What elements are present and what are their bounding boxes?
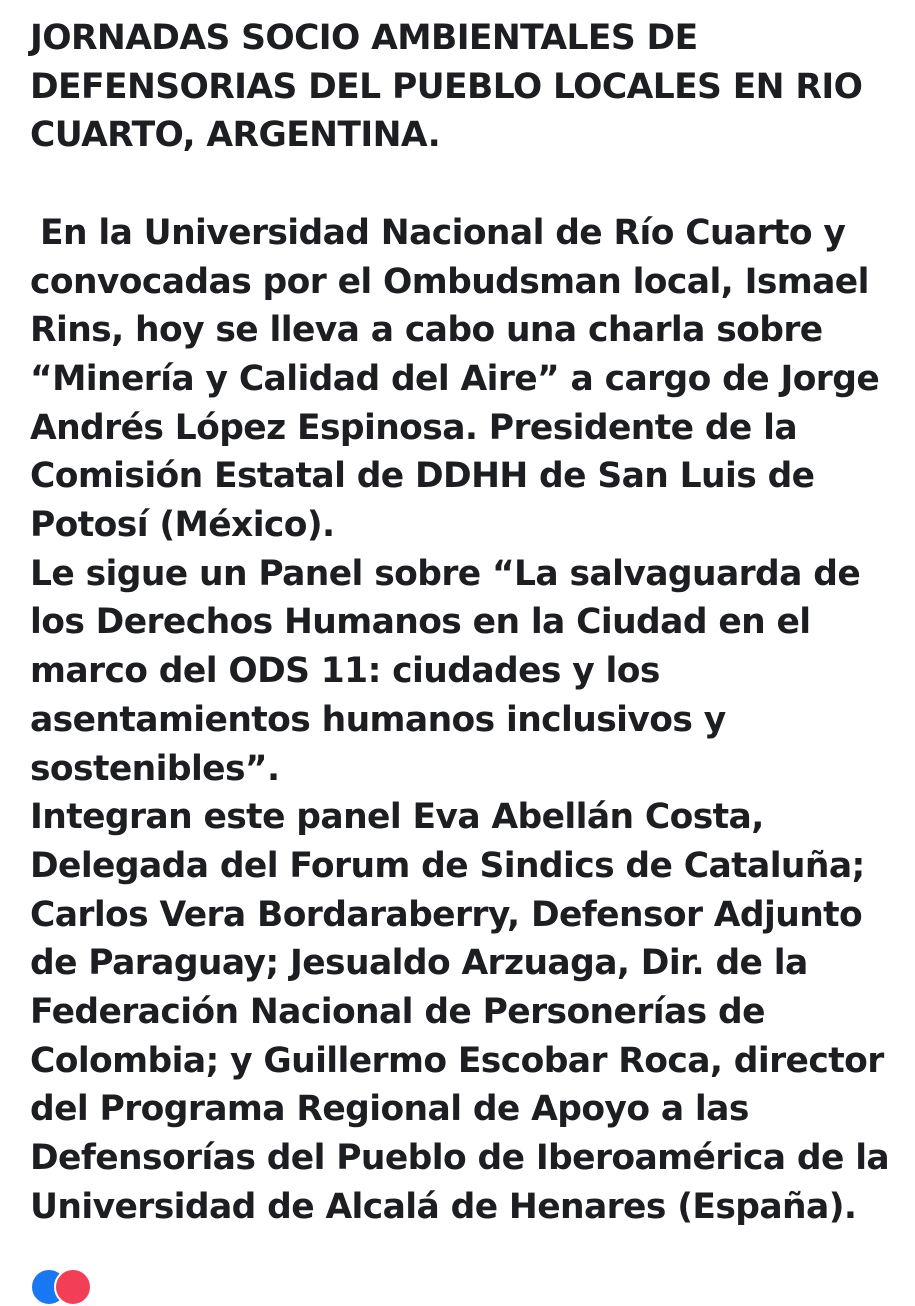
reactions-bar[interactable] [30,1268,890,1298]
post-body-line: Defensorías del Pueblo de Iberoamérica de la [30,1138,890,1179]
post-body-line: Carlos Vera Bordaraberry, Defensor Adjunto [30,894,863,935]
post-body-line: Rins, hoy se lleva a cabo una charla sobre [30,310,823,351]
post-body-line: del Programa Regional de Apoyo a las [30,1089,749,1130]
post-body-line: Potosí (México). [30,505,335,546]
post-body-line: los Derechos Humanos en la Ciudad en el [30,602,811,643]
post-title-line: JORNADAS SOCIO AMBIENTALES DE [30,18,698,58]
post-body-line: “Minería y Calidad del Aire” a cargo de Jorge [30,358,880,399]
post-body-line: Le sigue un Panel sobre “La salvaguarda de [30,553,861,594]
post-body-line: convocadas por el Ombudsman local, Ismael [30,261,869,302]
post-body-line: Integran este panel Eva Abellán Costa, [30,797,764,838]
post-body-line: Delegada del Forum de Sindics de Cataluña; [30,845,865,886]
post-body-line: En la Universidad Nacional de Río Cuarto y [40,212,846,253]
paragraph-spacer [30,160,900,209]
post-body-line: Comisión Estatal de DDHH de San Luis de [30,456,815,497]
post-title-line: DEFENSORIAS DEL PUEBLO LOCALES EN RIO [30,66,863,107]
post-title-line: CUARTO, ARGENTINA. [30,115,441,156]
post-body-line: Federación Nacional de Personerías de [30,992,765,1033]
love-reaction-icon [54,1268,92,1306]
post-body-line: marco del ODS 11: ciudades y los [30,651,660,692]
post-body-line: sostenibles”. [30,748,280,789]
post-body-line: asentamientos humanos inclusivos y [30,699,726,740]
post-body-line: Andrés López Espinosa. Presidente de la [30,407,798,448]
post-body-line: Universidad de Alcalá de Henares (España). [30,1186,857,1227]
post-text [30,14,900,1232]
post-body-line: de Paraguay; Jesualdo Arzuaga, Dir. de la [30,943,808,984]
post-body-line: Colombia; y Guillermo Escobar Roca, director [30,1040,884,1081]
